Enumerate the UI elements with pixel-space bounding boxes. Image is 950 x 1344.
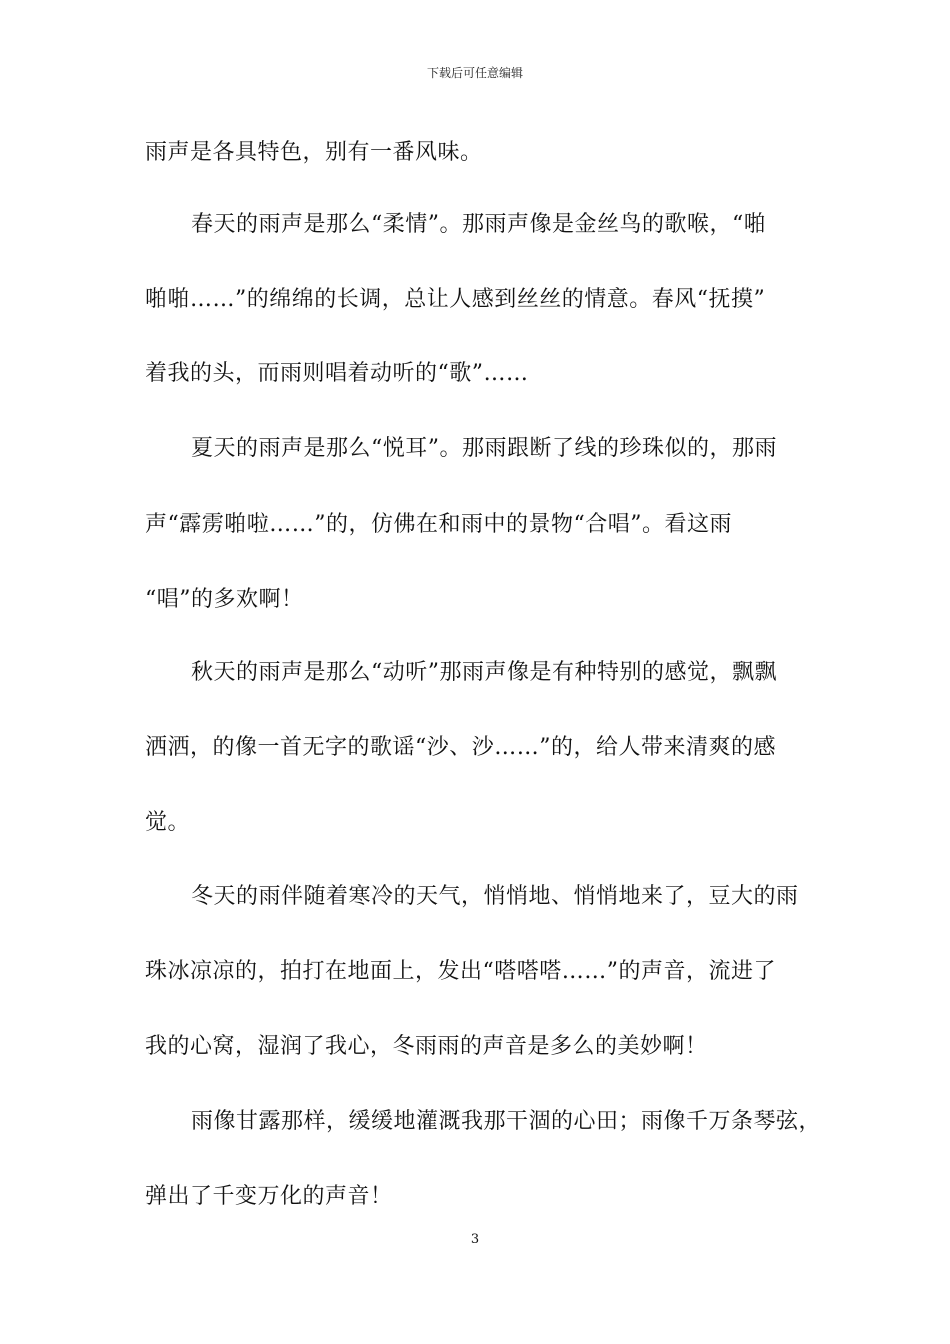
paragraph-first-line: 夏天的雨声是那么“悦耳”。那雨跟断了线的珍珠似的，那雨: [191, 436, 777, 461]
page-header: 下载后可任意编辑: [426, 66, 523, 80]
paragraph-first-line: 冬天的雨伴随着寒冷的天气，悄悄地、悄悄地来了，豆大的雨: [191, 884, 799, 909]
text-line: 珠冰凉凉的，拍打在地面上，发出“嗒嗒嗒……”的声音，流进了: [145, 959, 776, 984]
paragraph-first-line: 春天的雨声是那么“柔情”。那雨声像是金丝鸟的歌喉，“啪: [191, 212, 767, 237]
text-line: 声“霹雳啪啦……”的，仿佛在和雨中的景物“合唱”。看这雨: [145, 512, 732, 537]
text-line: 雨声是各具特色，别有一番风味。: [145, 140, 483, 165]
text-line: “唱”的多欢啊！: [145, 587, 304, 612]
page-number: 3: [470, 1232, 480, 1247]
text-line: 洒洒，的像一首无字的歌谣“沙、沙……”的，给人带来清爽的感: [145, 735, 776, 760]
text-line: 觉。: [145, 810, 191, 835]
text-line: 啪啪……”的绵绵的长调，总让人感到丝丝的情意。春风“抚摸”: [145, 287, 766, 312]
text-line: 弹出了千变万化的声音！: [145, 1184, 393, 1209]
paragraph-first-line: 秋天的雨声是那么“动听”那雨声像是有种特别的感觉，飘飘: [191, 660, 777, 685]
text-line: 着我的头，而雨则唱着动听的“歌”……: [145, 361, 529, 386]
text-line: 我的心窝，湿润了我心，冬雨雨的声音是多么的美妙啊！: [145, 1034, 708, 1059]
paragraph-first-line: 雨像甘露那样，缓缓地灌溉我那干涸的心田；雨像千万条琴弦，: [191, 1109, 822, 1134]
